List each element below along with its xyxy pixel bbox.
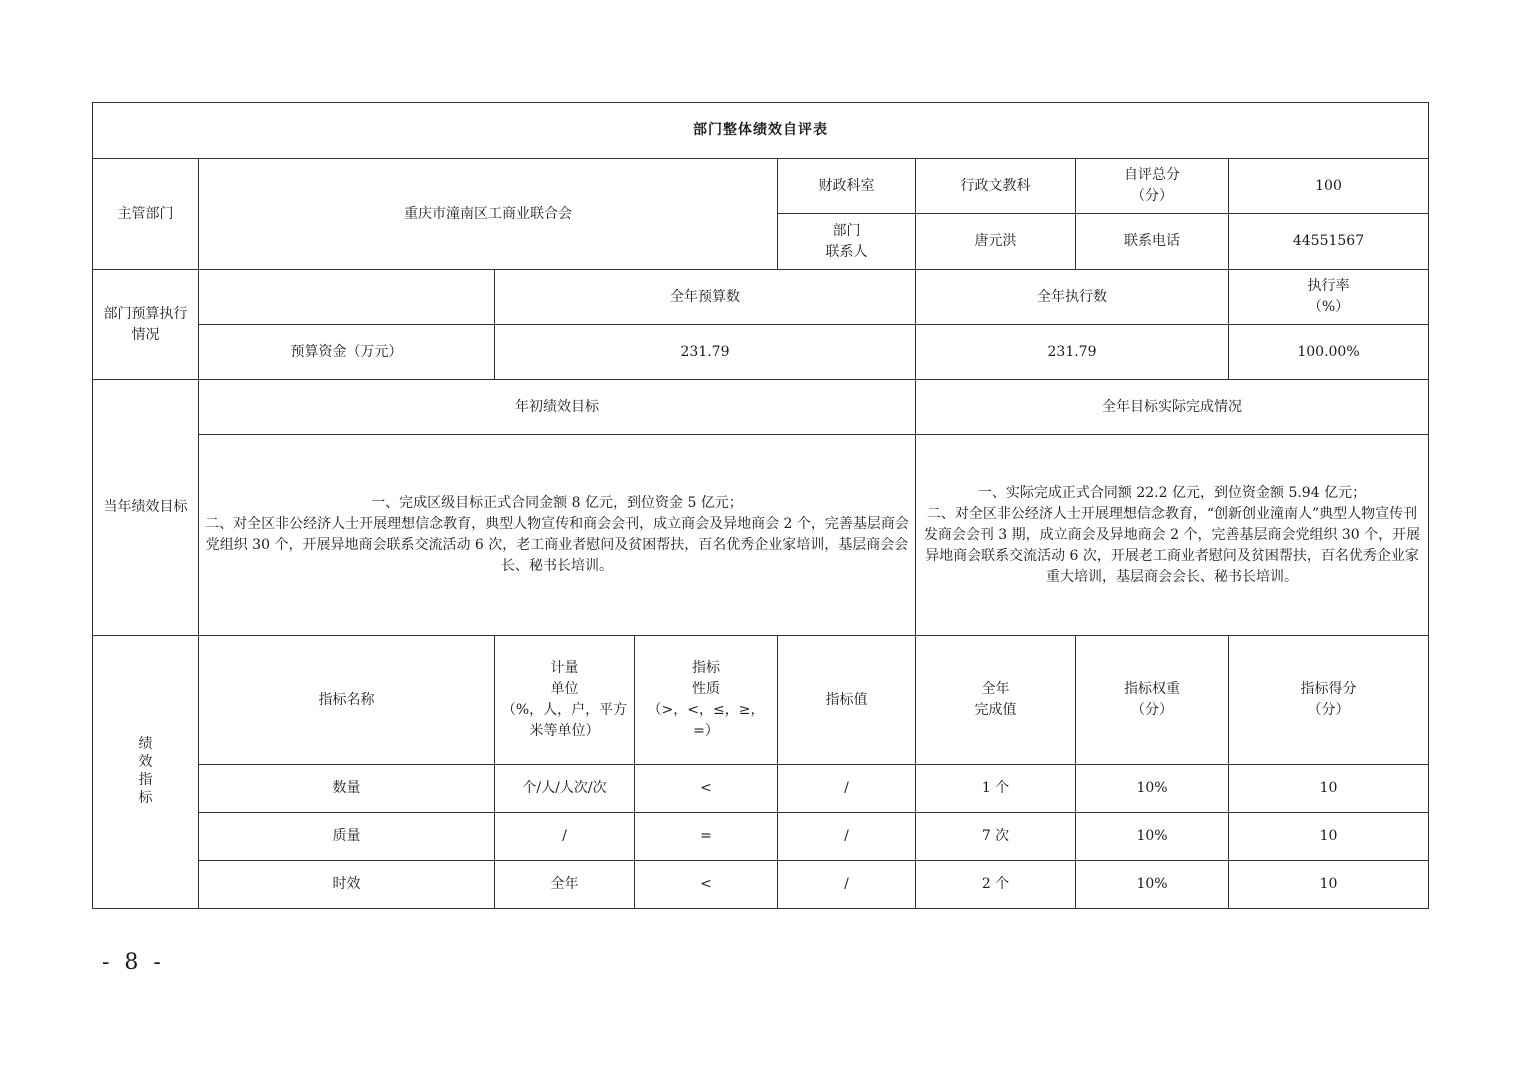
- page-title: 部门整体绩效自评表: [93, 103, 1429, 159]
- indicator-nature: <: [635, 861, 778, 909]
- table-row: [93, 813, 1429, 861]
- indicator-nature: =: [635, 813, 778, 861]
- target-text: [199, 435, 916, 636]
- indicator-name-header: 指标名称: [199, 636, 495, 765]
- score-label-line2: （分）: [1131, 188, 1173, 204]
- indicators-section-label: [93, 636, 199, 909]
- indicator-nature: <: [635, 765, 778, 813]
- done-header: [916, 636, 1076, 765]
- budget-section-label: 部门预算执行情况: [93, 270, 199, 380]
- rate-header-line2: （%）: [1307, 299, 1350, 315]
- exec-col-header: 全年执行数: [916, 270, 1229, 325]
- indicator-name: 数量: [199, 765, 495, 813]
- rate-value: 100.00%: [1229, 325, 1429, 380]
- indicator-unit: /: [495, 813, 635, 861]
- indicator-unit: 个/人/人次/次: [495, 765, 635, 813]
- rate-col-header: [1229, 270, 1429, 325]
- unit-header-line1: 计量: [550, 660, 579, 676]
- indicator-unit: 全年: [495, 861, 635, 909]
- indicator-value: /: [778, 861, 916, 909]
- value-header: 指标值: [778, 636, 916, 765]
- indicator-score: 10: [1229, 861, 1429, 909]
- exec-value: 231.79: [916, 325, 1229, 380]
- actual-text-body: 一、实际完成正式合同额 22.2 亿元，到位资金额 5.94 亿元； 二、对全区非公经济人士开展理想信念教育，“创新创业潼南人”典型人物宣传刊发商会会刊 3 期，成立商会及异地商会 2 个，完善基层商会党组织 30 个，开展异地商会联系交流活动 6 次，开展老工商业者慰问及贫困帮扶，百名优秀企业家重大培训，基层商会会长、秘书长培训。: [923, 484, 1421, 585]
- weight-header-line2: （分）: [1131, 702, 1173, 718]
- indicator-name: 时效: [199, 861, 495, 909]
- finance-label: 财政科室: [778, 159, 916, 214]
- phone-label: 联系电话: [1076, 214, 1229, 270]
- indicator-score: 10: [1229, 813, 1429, 861]
- nature-header: [635, 636, 778, 765]
- score-header-line2: （分）: [1307, 702, 1350, 718]
- indicator-weight: 10%: [1076, 861, 1229, 909]
- indicator-done: 1 个: [916, 765, 1076, 813]
- weight-header: [1076, 636, 1229, 765]
- unit-header: [495, 636, 635, 765]
- budget-row-label: 预算资金（万元）: [199, 325, 495, 380]
- nature-header-line1: 指标: [692, 660, 720, 676]
- table-row: [93, 765, 1429, 813]
- phone-value: 44551567: [1229, 214, 1429, 270]
- indicator-weight: 10%: [1076, 813, 1229, 861]
- contact-label: [778, 214, 916, 270]
- score-label-line1: 自评总分: [1124, 167, 1180, 183]
- nature-header-line2: 性质: [692, 681, 720, 697]
- indicator-done: 7 次: [916, 813, 1076, 861]
- goals-section-label: 当年绩效目标: [93, 380, 199, 636]
- dept-value: 重庆市潼南区工商业联合会: [199, 159, 778, 270]
- contact-label-line2: 联系人: [825, 243, 868, 260]
- rate-header-line1: 执行率: [1307, 278, 1350, 294]
- indicator-score: 10: [1229, 765, 1429, 813]
- indicator-done: 2 个: [916, 861, 1076, 909]
- budget-header-blank: [199, 270, 495, 325]
- contact-value: 唐元洪: [916, 214, 1076, 270]
- dept-label: 主管部门: [93, 159, 199, 270]
- table-row: [93, 861, 1429, 909]
- page-number: - 8 -: [102, 950, 165, 975]
- actual-text: [916, 435, 1429, 636]
- done-header-line2: 完成值: [974, 702, 1017, 718]
- score-value: 100: [1229, 159, 1429, 214]
- performance-evaluation-table: [92, 102, 1429, 909]
- contact-label-line1: 部门: [832, 222, 861, 239]
- finance-value: 行政文教科: [916, 159, 1076, 214]
- actual-col-header: 全年目标实际完成情况: [916, 380, 1429, 435]
- indicator-name: 质量: [199, 813, 495, 861]
- score-header: [1229, 636, 1429, 765]
- indicator-value: /: [778, 813, 916, 861]
- nature-header-line3: （>，<，≤，≥，=）: [647, 702, 765, 739]
- score-label: [1076, 159, 1229, 214]
- weight-header-line1: 指标权重: [1124, 681, 1180, 697]
- target-col-header: 年初绩效目标: [199, 380, 916, 435]
- unit-header-line3: （%，人，户，平方米等单位）: [501, 702, 628, 739]
- target-text-body: 一、完成区级目标正式合同金额 8 亿元，到位资金 5 亿元； 二、对全区非公经济人士开展理想信念教育，典型人物宣传和商会会刊，成立商会及异地商会 2 个，完善基层商会党组织 30 个，开展异地商会联系交流活动 6 次，老工商业者慰问及贫困帮扶，百名优秀企业家培训，基层商会会长、秘书长培训。: [205, 495, 909, 574]
- budget-value: 231.79: [495, 325, 916, 380]
- indicator-weight: 10%: [1076, 765, 1229, 813]
- done-header-line1: 全年: [981, 681, 1010, 697]
- score-header-line1: 指标得分: [1300, 681, 1357, 697]
- indicators-label-text: 绩效指标: [138, 736, 153, 806]
- unit-header-line2: 单位: [550, 681, 579, 697]
- budget-col-header: 全年预算数: [495, 270, 916, 325]
- indicator-value: /: [778, 765, 916, 813]
